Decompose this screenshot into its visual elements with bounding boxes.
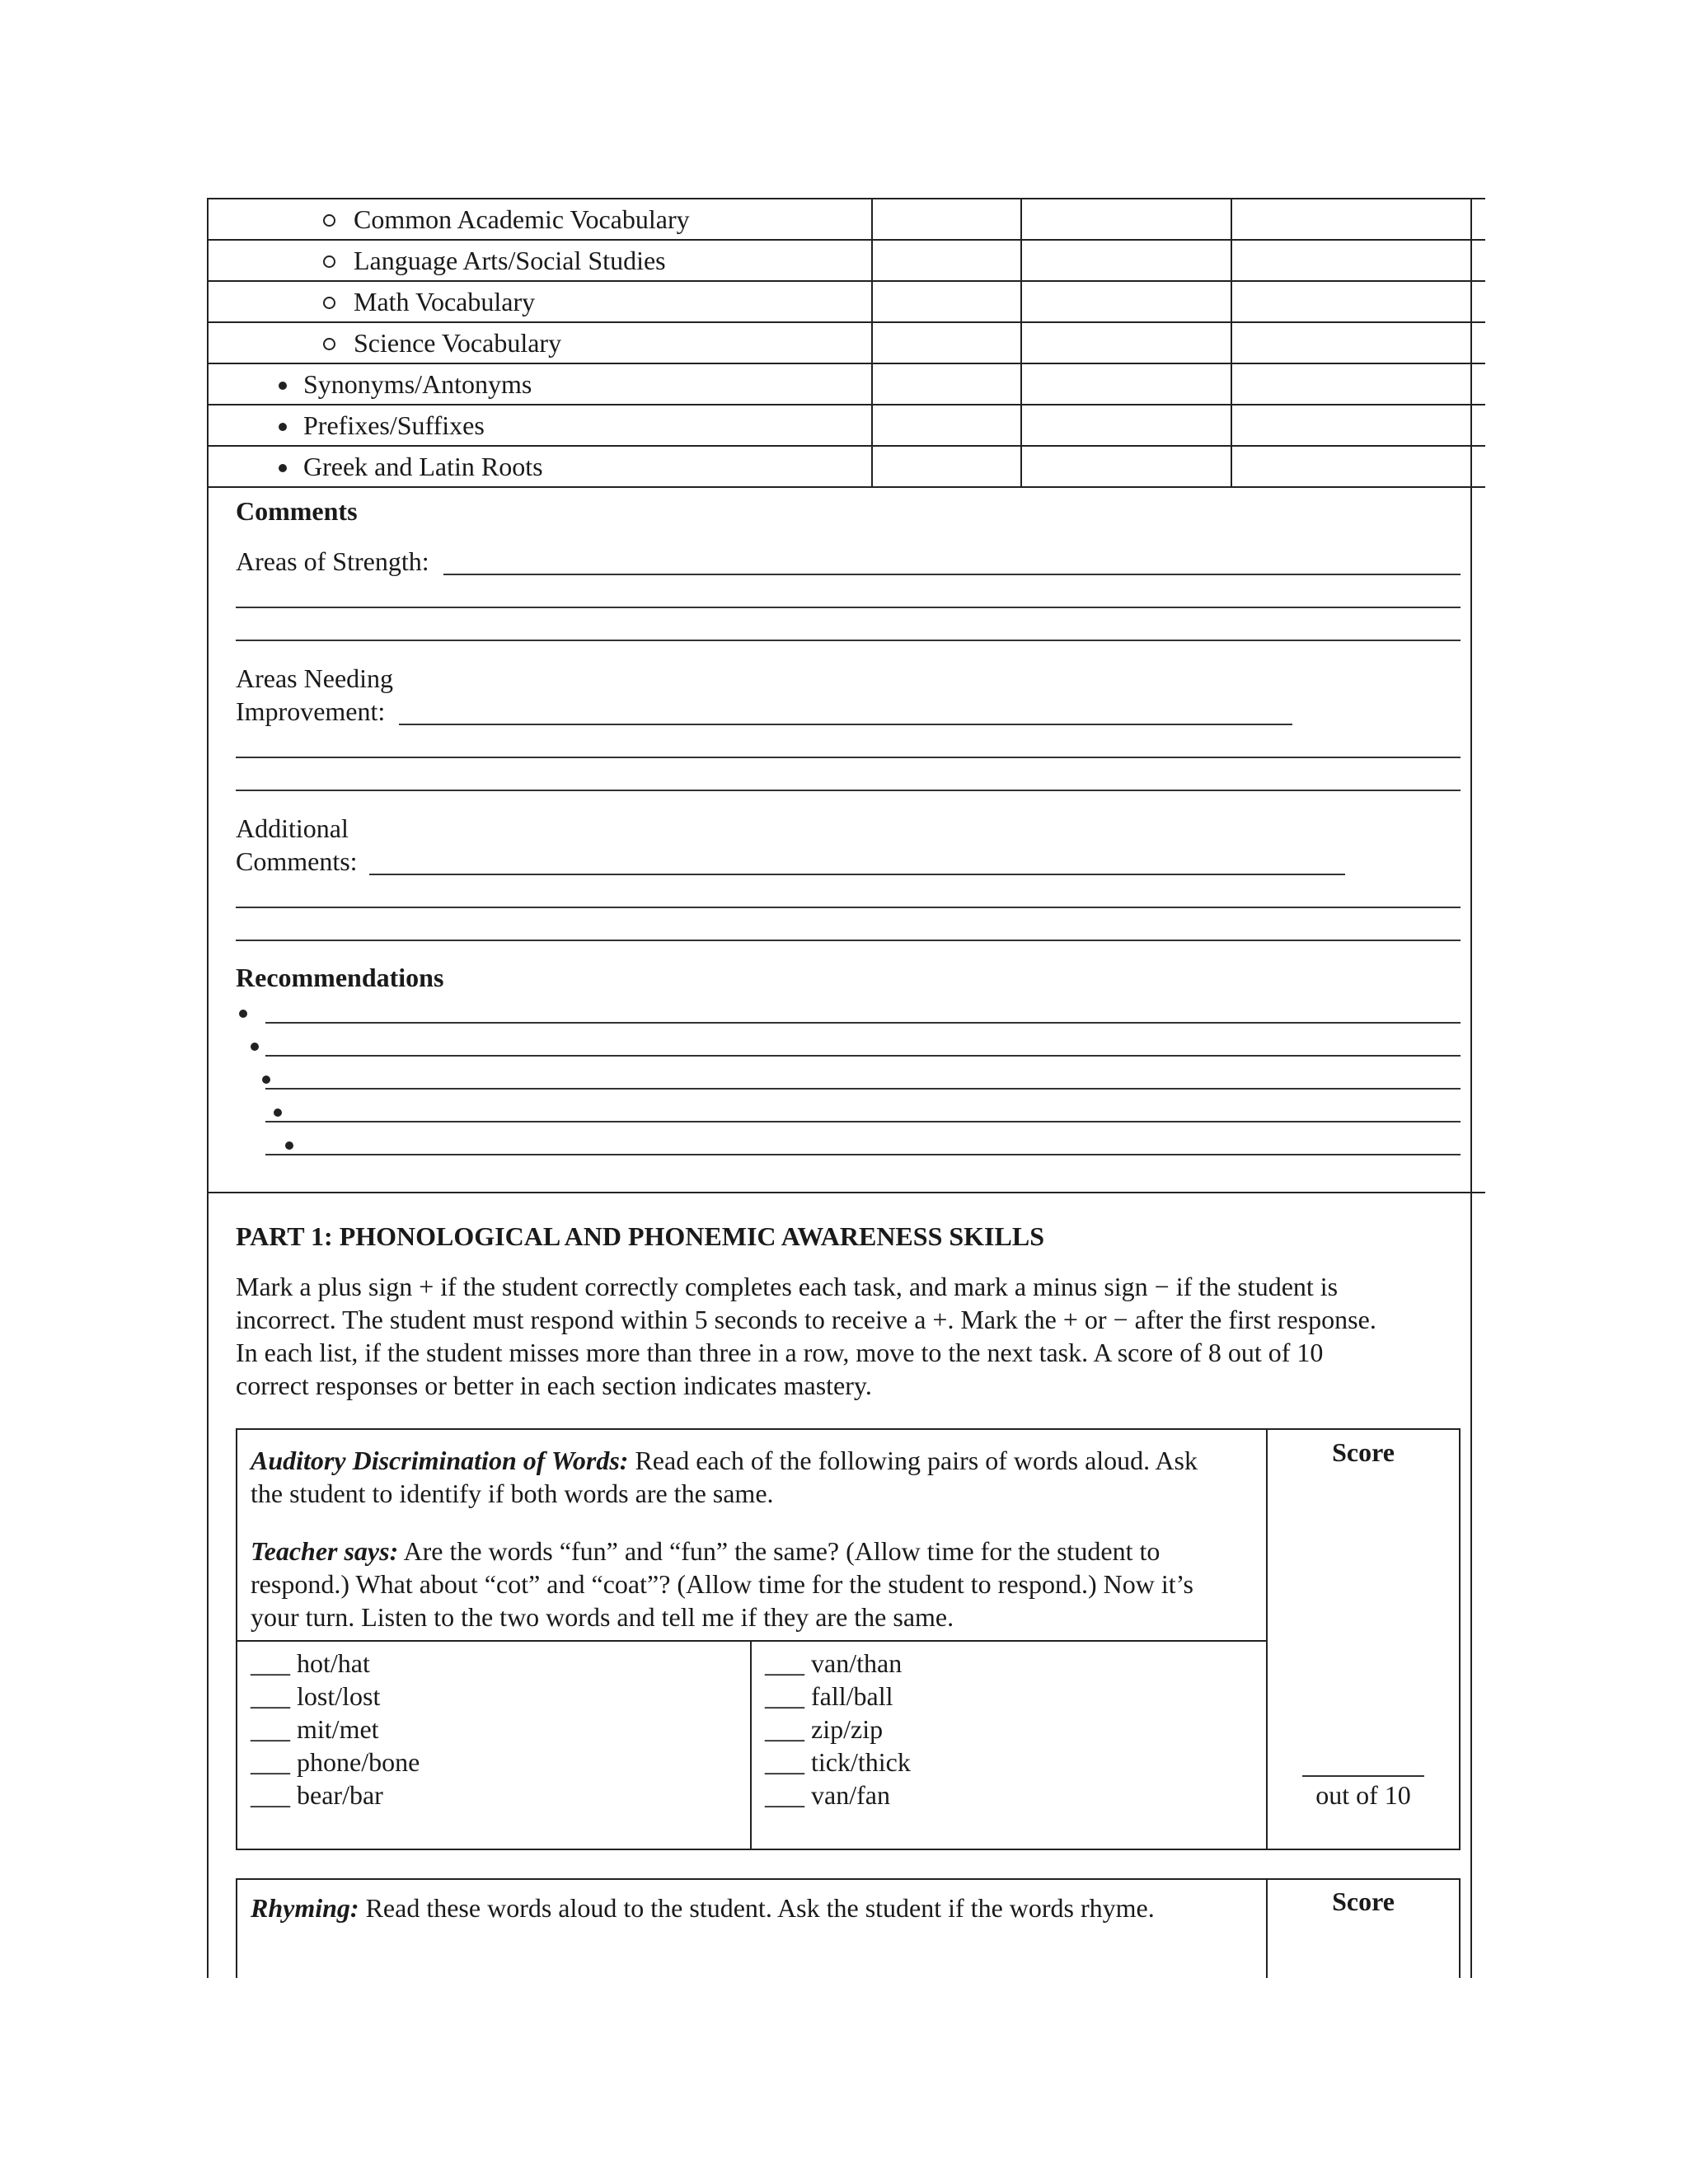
table-rule	[207, 486, 1485, 488]
row-label: Math Vocabulary	[354, 287, 536, 316]
page-frame-left	[207, 198, 209, 1978]
instruction-line: incorrect. The student must respond within 5 seconds to receive a +. Mark the + or − after the first response.	[236, 1305, 1376, 1334]
bullet-icon	[251, 1043, 259, 1051]
table-rule	[207, 321, 1485, 323]
word-pair: hot/hat	[297, 1648, 370, 1678]
answer-blank[interactable]: ___	[765, 1747, 804, 1777]
hollow-bullet-icon	[323, 214, 335, 227]
answer-blank[interactable]: ___	[251, 1747, 290, 1777]
word-pair: tick/thick	[811, 1747, 911, 1777]
recommendation-line[interactable]	[265, 1121, 1461, 1122]
hollow-bullet-icon	[323, 338, 335, 350]
list-item	[765, 1779, 911, 1811]
table-row	[323, 203, 690, 236]
hollow-bullet-icon	[323, 297, 335, 309]
auditory-divider	[236, 1640, 1268, 1642]
table-rule	[207, 404, 1485, 405]
improvement-line[interactable]	[236, 790, 1461, 791]
list-item	[251, 1647, 420, 1680]
teacher-text: your turn. Listen to the two words and tell me if they are the same.	[251, 1602, 954, 1632]
table-rule	[207, 198, 1485, 199]
bullet-icon	[239, 1010, 247, 1018]
right-word-list	[765, 1647, 911, 1811]
list-item	[251, 1779, 420, 1811]
teacher-text: respond.) What about “cot” and “coat”? (Allow time for the student to respond.) Now it’s	[251, 1569, 1193, 1599]
part1-instructions	[236, 1270, 1376, 1402]
row-label: Greek and Latin Roots	[303, 452, 543, 481]
row-label: Science Vocabulary	[354, 328, 562, 358]
word-pair: zip/zip	[811, 1714, 884, 1744]
rhyming-description	[251, 1891, 1155, 1924]
page-frame-right	[1470, 486, 1472, 1978]
table-rule	[207, 239, 1485, 241]
bullet-icon	[279, 464, 287, 472]
instruction-line: Mark a plus sign + if the student correctly completes each task, and mark a minus sign − if the student is	[236, 1272, 1339, 1301]
hollow-bullet-icon	[323, 255, 335, 268]
list-item	[251, 1713, 420, 1746]
table-column-rule	[1231, 198, 1232, 488]
recommendation-line[interactable]	[265, 1022, 1461, 1024]
auditory-title: Auditory Discrimination of Words:	[251, 1446, 629, 1475]
table-row	[279, 450, 543, 483]
table-rule	[207, 280, 1485, 282]
bullet-icon	[279, 382, 287, 390]
answer-blank[interactable]: ___	[251, 1648, 290, 1678]
row-label: Prefixes/Suffixes	[303, 410, 485, 440]
bullet-icon	[279, 423, 287, 431]
word-pair: van/than	[811, 1648, 903, 1678]
additional-label-1: Additional	[236, 813, 349, 843]
table-rule	[207, 363, 1485, 364]
table-rule	[207, 445, 1485, 447]
instruction-line: correct responses or better in each section indicates mastery.	[236, 1371, 872, 1400]
word-column-rule	[750, 1640, 752, 1850]
rhyming-title: Rhyming:	[251, 1893, 359, 1923]
recommendations-list	[0, 0, 1688, 15]
bullet-icon	[262, 1076, 270, 1084]
strength-line[interactable]	[443, 574, 1461, 575]
table-row	[323, 326, 561, 359]
teacher-says	[251, 1535, 1193, 1633]
strength-line[interactable]	[236, 640, 1461, 641]
part1-title: PART 1: PHONOLOGICAL AND PHONEMIC AWARENESS SKILLS	[236, 1221, 1044, 1251]
table-column-rule	[1470, 198, 1472, 488]
strength-line[interactable]	[236, 607, 1461, 608]
table-row	[323, 285, 535, 318]
answer-blank[interactable]: ___	[765, 1780, 804, 1810]
bullet-icon	[285, 1141, 293, 1150]
list-item	[765, 1746, 911, 1779]
word-pair: van/fan	[811, 1780, 890, 1810]
score-out-of: out of 10	[1315, 1780, 1411, 1810]
row-label: Synonyms/Antonyms	[303, 369, 532, 399]
list-item	[765, 1647, 911, 1680]
answer-blank[interactable]: ___	[251, 1681, 290, 1711]
answer-blank[interactable]: ___	[765, 1681, 804, 1711]
answer-blank[interactable]: ___	[251, 1714, 290, 1744]
additional-label-2: Comments:	[236, 846, 358, 876]
auditory-description	[251, 1444, 1198, 1510]
recommendation-line[interactable]	[265, 1088, 1461, 1090]
word-pair: fall/ball	[811, 1681, 893, 1711]
word-pair: lost/lost	[297, 1681, 381, 1711]
table-row	[279, 368, 532, 401]
table-column-rule	[871, 198, 873, 488]
needing-label-1: Areas Needing	[236, 663, 394, 693]
word-pair: phone/bone	[297, 1747, 420, 1777]
word-pair: mit/met	[297, 1714, 379, 1744]
recommendation-line[interactable]	[265, 1055, 1461, 1057]
left-word-list	[251, 1647, 420, 1811]
recommendations-heading: Recommendations	[236, 963, 444, 992]
list-item	[765, 1713, 911, 1746]
teacher-text: Are the words “fun” and “fun” the same? (Allow time for the student to	[398, 1536, 1160, 1566]
auditory-desc: Read each of the following pairs of words aloud. Ask	[628, 1446, 1198, 1475]
list-item	[251, 1680, 420, 1713]
rhyming-desc: Read these words aloud to the student. Ask the student if the words rhyme.	[359, 1893, 1155, 1923]
list-item	[251, 1746, 420, 1779]
table-column-rule	[1020, 198, 1022, 488]
word-pair: bear/bar	[297, 1780, 383, 1810]
list-item	[765, 1680, 911, 1713]
answer-blank[interactable]: ___	[765, 1714, 804, 1744]
score-label: Score	[1332, 1437, 1395, 1467]
score-blank[interactable]	[1302, 1775, 1424, 1777]
comments-heading: Comments	[236, 496, 358, 526]
additional-line[interactable]	[369, 874, 1345, 875]
needing-label-2: Improvement:	[236, 696, 386, 726]
row-label: Language Arts/Social Studies	[354, 246, 666, 275]
improvement-line[interactable]	[236, 757, 1461, 758]
additional-line[interactable]	[236, 940, 1461, 941]
strength-label: Areas of Strength:	[236, 546, 429, 576]
teacher-label: Teacher says:	[251, 1536, 399, 1566]
score-label: Score	[1332, 1886, 1395, 1916]
additional-line[interactable]	[236, 907, 1461, 908]
table-row	[279, 409, 485, 442]
row-label: Common Academic Vocabulary	[354, 204, 690, 234]
improvement-line[interactable]	[399, 724, 1292, 725]
bullet-icon	[274, 1108, 282, 1117]
section-divider	[207, 1192, 1485, 1193]
auditory-desc: the student to identify if both words are the same.	[251, 1479, 774, 1508]
recommendation-line[interactable]	[265, 1154, 1461, 1155]
instruction-line: In each list, if the student misses more than three in a row, move to the next task. A score of 8 out of 10	[236, 1338, 1324, 1367]
answer-blank[interactable]: ___	[251, 1780, 290, 1810]
table-row	[323, 244, 666, 277]
answer-blank[interactable]: ___	[765, 1648, 804, 1678]
